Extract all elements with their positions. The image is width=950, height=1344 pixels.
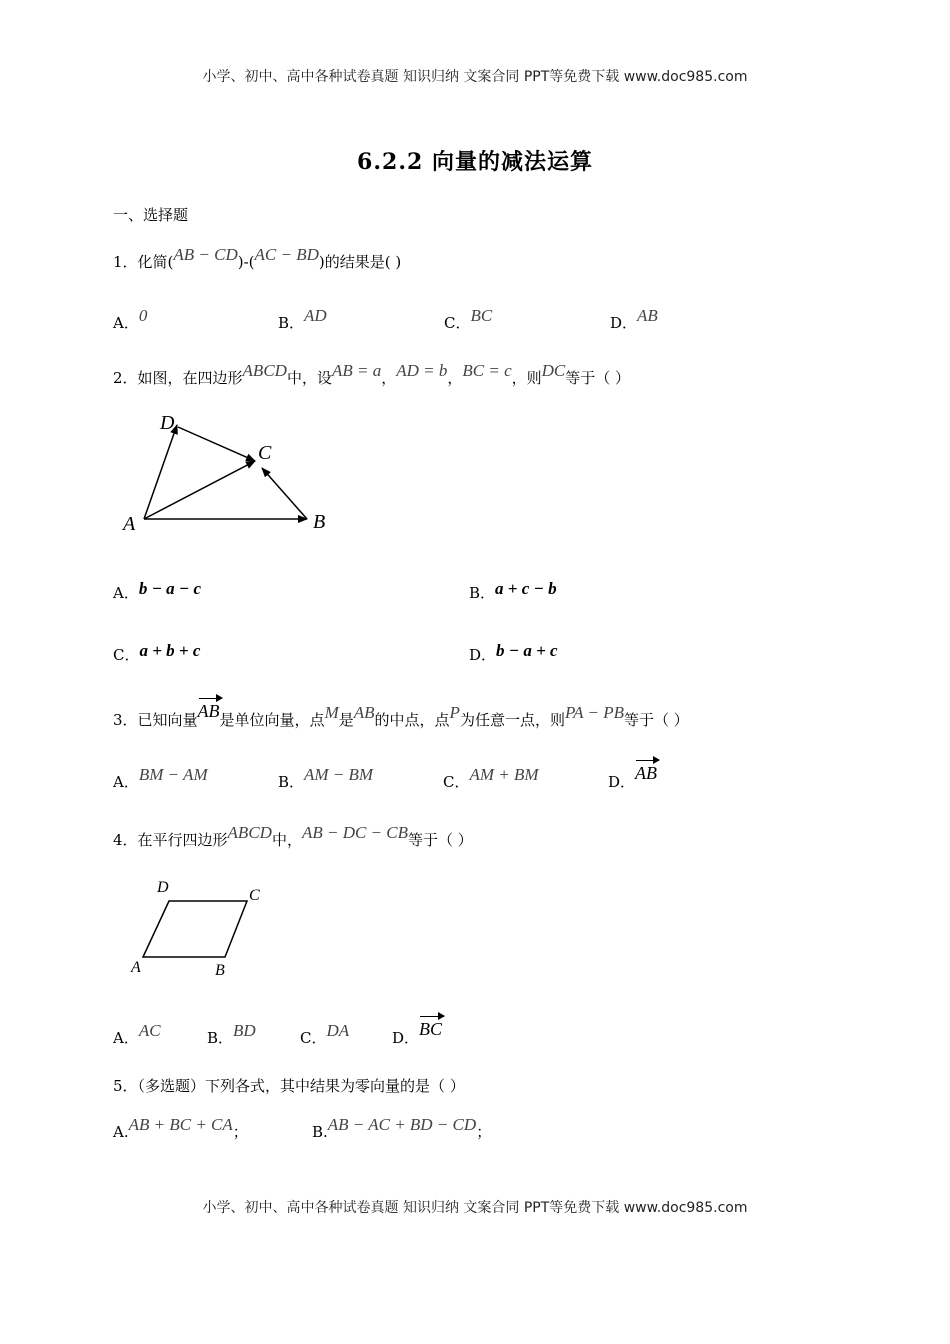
q1-option-d[interactable]	[610, 306, 658, 333]
option-value: BC	[419, 1019, 443, 1039]
question-5: 5．（多选题）下列各式，其中结果为零向量的是（ ）	[113, 1077, 465, 1095]
q2-sep: ，	[447, 369, 463, 387]
option-label: A．	[113, 773, 139, 791]
option-label: D．	[610, 314, 638, 332]
q1-option-c[interactable]	[444, 306, 493, 333]
point-label-A: A	[131, 959, 141, 976]
option-value: b − a − c	[138, 579, 201, 598]
q2-target: DC	[541, 361, 566, 380]
question-4	[113, 823, 473, 850]
q4-text: 中，	[271, 831, 302, 849]
option-value: b − a + c	[496, 641, 558, 660]
q3-point-m: M	[324, 703, 339, 722]
q4-text: 等于（ ）	[408, 831, 473, 849]
option-label: C．	[444, 314, 471, 332]
point-label-B: B	[215, 962, 225, 979]
point-label-C: C	[258, 442, 272, 464]
option-label: C．	[443, 773, 470, 791]
option-label: B．	[207, 1029, 234, 1047]
q5-option-a[interactable]	[113, 1115, 248, 1142]
q2-text: ，则	[511, 369, 542, 387]
point-label-C: C	[249, 887, 260, 904]
q3-text: 3．已知向量	[113, 711, 198, 729]
option-label: B．	[278, 314, 305, 332]
question-2	[113, 361, 631, 388]
q2-eq3: BC = c	[462, 361, 512, 380]
q1-prefix: 1．化简(	[113, 253, 174, 271]
option-value: DA	[326, 1021, 350, 1040]
point-label-B: B	[313, 511, 326, 533]
option-value: AB − AC + BD − CD	[327, 1115, 477, 1134]
q3-vector-ab: AB	[197, 701, 220, 721]
point-label-D: D	[157, 879, 169, 896]
page-header: 小学、初中、高中各种试卷真题 知识归纳 文案合同 PPT等免费下载 www.doc985.com	[202, 69, 748, 85]
q4-option-c[interactable]	[300, 1021, 350, 1048]
q3-segment: AB	[353, 703, 375, 722]
option-label: B.	[312, 1123, 328, 1141]
vector-BC	[262, 468, 307, 519]
q2-option-d[interactable]	[469, 641, 558, 665]
option-label: A．	[113, 1029, 139, 1047]
option-value: AD	[304, 306, 327, 325]
q2-text: 2．如图，在四边形	[113, 369, 243, 387]
q3-text: 是单位向量，点	[219, 711, 325, 729]
option-value: BD	[233, 1021, 256, 1040]
option-label: D．	[392, 1029, 420, 1047]
option-label: A．	[113, 314, 139, 332]
option-label: B．	[469, 584, 496, 602]
option-value: 0	[138, 306, 148, 325]
section-heading: 一、选择题	[113, 206, 189, 224]
option-value: BC	[470, 306, 493, 325]
q2-text: 等于（ ）	[565, 369, 631, 387]
q4-text: 4．在平行四边形	[113, 831, 228, 849]
q1-suffix: )的结果是( )	[318, 253, 402, 271]
q3-option-b[interactable]	[278, 765, 374, 792]
vector-DC	[178, 427, 255, 461]
q3-option-d[interactable]	[608, 763, 658, 792]
page-footer: 小学、初中、高中各种试卷真题 知识归纳 文案合同 PPT等免费下载 www.doc985.com	[202, 1200, 748, 1216]
q2-text: 中，设	[286, 369, 332, 387]
q1-expr1: AB − CD	[173, 245, 238, 264]
q3-option-a[interactable]	[113, 765, 208, 792]
option-label: D．	[469, 646, 497, 664]
q4-shape: ABCD	[227, 823, 272, 842]
q1-option-a[interactable]	[113, 306, 148, 333]
q3-text: 等于（ ）	[623, 711, 689, 729]
option-label: B．	[278, 773, 305, 791]
option-end: ；	[232, 1123, 248, 1141]
q5-option-b[interactable]	[312, 1115, 492, 1142]
parallelogram	[143, 901, 247, 957]
q4-option-b[interactable]	[207, 1021, 256, 1048]
option-label: D．	[608, 773, 636, 791]
q1-option-b[interactable]	[278, 306, 327, 333]
q2-eq2: AD = b	[396, 361, 448, 380]
option-value: AB + BC + CA	[128, 1115, 233, 1134]
option-label: A．	[113, 584, 139, 602]
question-3	[113, 701, 689, 730]
q2-option-b[interactable]	[469, 579, 557, 603]
option-end: ；	[476, 1123, 492, 1141]
option-label: C．	[113, 646, 140, 664]
option-value: AM − BM	[304, 765, 374, 784]
q2-option-a[interactable]	[113, 579, 201, 603]
q1-expr2: AC − BD	[254, 245, 319, 264]
point-label-D: D	[160, 412, 175, 434]
option-value: AB	[635, 763, 658, 783]
q2-shape: ABCD	[242, 361, 287, 380]
option-label: C．	[300, 1029, 327, 1047]
option-value: AB	[637, 306, 658, 325]
q3-text: 是	[338, 711, 354, 729]
option-value: a + c − b	[495, 579, 557, 598]
option-value: BM − AM	[138, 765, 208, 784]
point-label-A: A	[123, 513, 136, 535]
option-value: AM + BM	[469, 765, 539, 784]
q4-option-a[interactable]	[113, 1021, 161, 1048]
q2-eq1: AB = a	[331, 361, 382, 380]
q3-option-c[interactable]	[443, 765, 539, 792]
q2-sep: ，	[381, 369, 397, 387]
q2-option-c[interactable]	[113, 641, 201, 665]
page-title: 6.2.2 向量的减法运算	[357, 149, 593, 175]
q3-text: 的中点，点	[374, 711, 450, 729]
q3-text: 为任意一点，则	[459, 711, 565, 729]
q3-expr: PA − PB	[564, 703, 624, 722]
q4-figure	[125, 874, 275, 984]
q3-point-p: P	[449, 703, 460, 722]
q4-option-d[interactable]	[392, 1019, 443, 1048]
q4-expr: AB − DC − CB	[301, 823, 409, 842]
option-label: A.	[113, 1123, 129, 1141]
question-1	[113, 245, 402, 272]
q2-figure	[115, 405, 345, 540]
option-value: AC	[138, 1021, 161, 1040]
option-value: a + b + c	[139, 641, 201, 660]
q1-mid: )-(	[237, 253, 255, 271]
